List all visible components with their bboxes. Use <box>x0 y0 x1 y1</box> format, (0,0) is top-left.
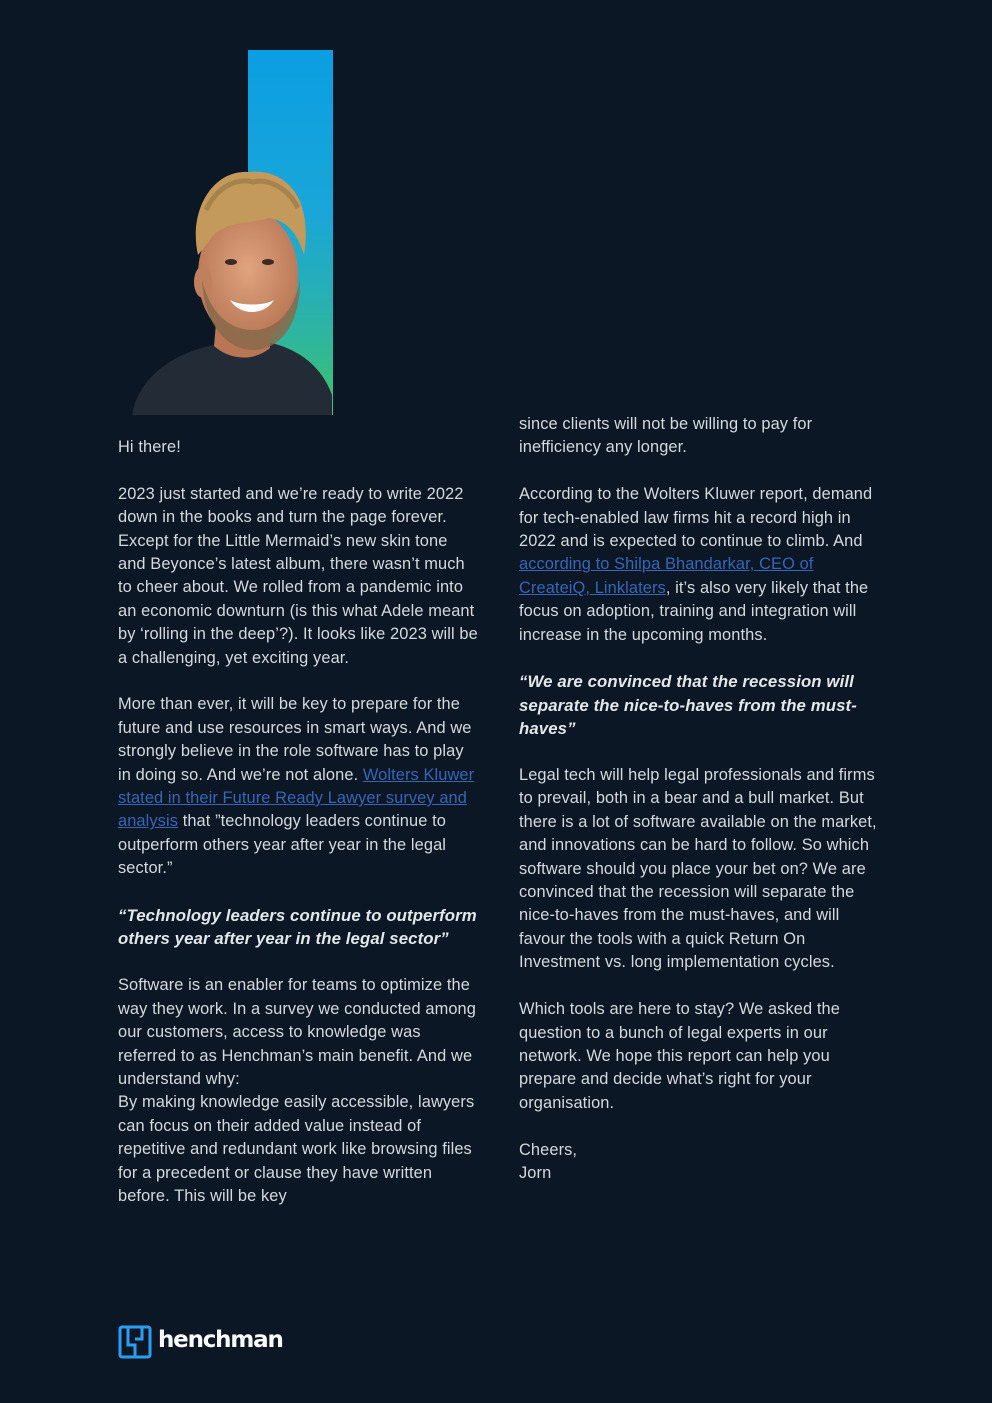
author-portrait <box>118 50 334 415</box>
survey-paragraph: Software is an enabler for teams to optimize the way they work. In a survey we conducted among our customers, access to knowledge was referred to as Henchman’s main benefit. And we understand why: <box>118 976 476 1088</box>
right-column <box>519 413 879 1185</box>
demand-text: According to the Wolters Kluwer report, demand for tech-enabled law firms hit a record high in 2022 and is expected to continue to climb. And <box>519 485 873 551</box>
software-role-paragraph <box>118 693 478 880</box>
knowledge-paragraph: By making knowledge easily accessible, lawyers can focus on their added value instead of repetitive and redundant work like browsing files for a precedent or clause they have written before. This will be key <box>118 1093 475 1205</box>
signature: Jorn <box>519 1163 552 1182</box>
henchman-logo-text: henchman <box>158 1327 283 1353</box>
continuation-paragraph: since clients will not be willing to pay for inefficiency any longer. <box>519 415 813 457</box>
software-role-tail: that ”technology leaders continue to outperform others year after year in the legal sector.” <box>118 812 447 878</box>
software-role-text: More than ever, it will be key to prepare for the future and use resources in smart ways. And we strongly believe in the role software has to play in doing so. And we’re not alone. <box>118 695 472 784</box>
demand-paragraph <box>519 483 879 647</box>
henchman-logo <box>118 1325 288 1361</box>
tools-paragraph: Which tools are here to stay? We asked the question to a bunch of legal experts in our network. We hope this report can help you prepare and decide what’s right for your organisation. <box>519 1000 840 1112</box>
left-column <box>118 436 478 1208</box>
shilpa-bhandarkar-link[interactable]: according to Shilpa Bhandarkar, CEO of CreateiQ, Linklaters <box>519 555 814 597</box>
signoff: Cheers, <box>519 1140 578 1159</box>
legal-tech-paragraph: Legal tech will help legal professionals and firms to prevail, both in a bear and a bull market. But there is a lot of software available on the market, and innovations can be hard to follow. So which software should you place your bet on? We are convinced that the recession will separate the nice-to-haves from the must-haves, and will favour the tools with a quick Return On Investment vs. long implementation cycles. <box>519 766 877 972</box>
pull-quote-recession: “We are convinced that the recession will separate the nice-to-haves from the must-haves” <box>519 672 857 739</box>
greeting: Hi there! <box>118 438 181 456</box>
wolters-kluwer-link[interactable]: Wolters Kluwer stated in their Future Ready Lawyer survey and analysis <box>118 765 475 831</box>
demand-tail: , it’s also very likely that the focus on adoption, training and integration will increase in the upcoming months. <box>519 578 869 644</box>
pull-quote-technology-leaders: “Technology leaders continue to outperform others year after year in the legal sector” <box>118 906 477 949</box>
intro-paragraph: 2023 just started and we’re ready to write 2022 down in the books and turn the page forever. Except for the Little Mermaid’s new skin tone and Beyonce’s latest album, there wasn’t much to cheer about. We rolled from a pandemic into an economic downturn (is this what Adele meant by ‘rolling in the deep’?). It looks like 2023 will be a challenging, yet exciting year. <box>118 484 478 667</box>
henchman-logo-icon <box>118 1325 152 1359</box>
